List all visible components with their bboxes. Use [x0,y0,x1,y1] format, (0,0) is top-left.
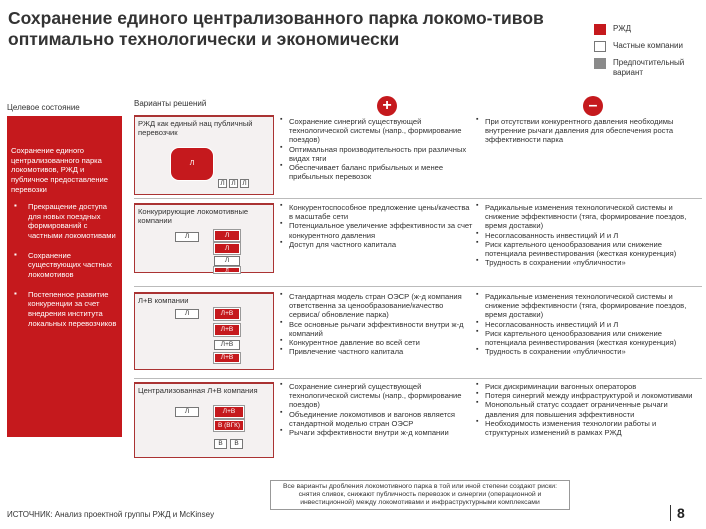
mini-lv-red: Л+В [214,406,244,418]
mini-loco-red: Л [214,230,240,241]
variant-1-cons [475,117,701,145]
mini-loco-white: Л [175,309,199,319]
row-divider [134,286,702,287]
mini-wagon-white: В [230,439,243,449]
con-item: ▪ При отсутствии конкурентного давления необходимы внутренние рычаги давления для обеспечения роста эффективности парка [475,117,701,145]
con-item: ▪ Необходимость изменения технологии работы и структурных изменений в рамках РЖД [475,419,701,437]
mini-loco-red: Л [214,243,240,254]
pro-item: ▪ Обеспечивает баланс прибыльных и менее прибыльных перевозок [279,163,474,181]
variant-competing-loco-companies [134,203,274,273]
pro-item: ▪ Конкурентное давление во всей сети [279,338,474,347]
legend [594,22,704,86]
con-item: ▪ Потеря синергий между инфраструктурой и локомотивами [475,391,701,400]
pro-item: ▪ Стандартная модель стран ОЭСР (ж-д компания ответственна за ценообразование/качество сервиса/ обновление парка) [279,292,474,320]
minus-icon: – [583,96,603,116]
con-item: ▪ Трудность в сохранении «публичности» [475,347,701,356]
target-state-header: Целевое состояние [7,103,80,112]
target-state-bullet: ▪ Прекращение доступа для новых поездных формирований с частными локомотивами [11,202,118,241]
variants-header: Варианты решений [134,99,207,108]
con-item: ▪ Монопольный статус создает ограниченные рычаги давления для повышения эффективности [475,400,701,418]
mini-lv-red: Л+В [214,324,240,336]
mini-loco-white: Л [229,179,238,188]
page-title: Сохранение единого централизованного парка локомо-тивов оптимально технологически и экономически [8,8,544,49]
pro-item: ▪ Рычаги эффективности внутри ж-д компании [279,428,474,437]
mini-wagon-red: В (ВГК) [214,420,244,431]
legend-label: РЖД [613,24,632,33]
mini-loco-red: Л [214,267,240,273]
target-state-list [11,202,118,328]
variant-label: Л+В компании [138,296,189,305]
row-divider [134,378,702,379]
con-item: ▪ Риск картельного ценообразования или снижение потенциала реинвестирования (жесткая конкуренция) [475,240,701,258]
mini-lv-red: Л+В [214,308,240,320]
target-state-bullet: ▪ Постепенное развитие конкуренции за счет внедрения института локальных перевозчиков [11,290,118,329]
variant-lv-companies [134,292,274,370]
variant-3-pros [279,292,474,356]
con-item: ▪ Несогласованность инвестиций И и Л [475,231,701,240]
legend-item-preferred [594,56,704,86]
variant-4-cons [475,382,701,437]
row-divider [134,198,702,199]
con-item: ▪ Радикальные изменения технологической системы и снижение эффективности (тяга, формирование поездов, время доставки) [475,292,701,320]
mini-loco-white: Л [240,179,249,188]
pro-item: ▪ Оптимальная производительность при различных видах тяги [279,145,474,163]
con-item: ▪ Риск картельного ценообразования или снижение потенциала реинвестирования (жесткая конкуренция) [475,329,701,347]
legend-label: Частные компании [613,41,683,50]
variant-2-pros [279,203,474,249]
variant-centralized-lv-company [134,382,274,458]
pro-item: ▪ Конкурентоспособное предложение цены/качества в масштабе сети [279,203,474,221]
variant-3-cons [475,292,701,356]
footnote-box: Все варианты дробления локомотивного парка в той или иной степени создают риски: снятия сливок, снижают публичность перевозок и синергии (операционной и инвестиционной) между локомотивами и инфраструктурными комплексами [270,480,570,510]
mini-lv-red: Л+В [214,353,240,363]
legend-swatch-private [594,41,606,52]
pro-item: ▪ Все основные рычаги эффективности внутри ж-д компаний [279,320,474,338]
legend-swatch-rzd [594,24,606,35]
mini-loco-white: Л [175,407,199,417]
target-state-bullet: ▪ Сохранение существующих частных локомотивов [11,251,118,280]
variant-label: РЖД как единый нац публичный перевозчик [138,119,253,138]
variant-rzd-single-carrier [134,115,274,195]
pro-item: ▪ Доступ для частного капитала [279,240,474,249]
pro-item: ▪ Потенциальное увеличение эффективности за счет конкурентного давления [279,221,474,239]
con-item: ▪ Риск дискриминации вагонных операторов [475,382,701,391]
rzd-pool-block: Л [170,147,214,181]
plus-icon: + [377,96,397,116]
variant-1-pros [279,117,474,181]
pro-item: ▪ Сохранение синергий существующей технологической системы (напр., формирование поездов) [279,382,474,410]
page-number: 8 [677,505,685,521]
variant-4-pros [279,382,474,437]
pro-item: ▪ Привлечение частного капитала [279,347,474,356]
mini-wagon-white: В [214,439,227,449]
target-state-box [7,116,122,437]
mini-lv-white: Л+В [214,340,240,350]
mini-loco-white: Л [218,179,227,188]
con-item: ▪ Несогласованность инвестиций И и Л [475,320,701,329]
source-note: ИСТОЧНИК: Анализ проектной группы РЖД и McKinsey [7,510,215,519]
legend-item-private [594,39,704,56]
con-item: ▪ Радикальные изменения технологической системы и снижение эффективности (тяга, формирование поездов, время доставки) [475,203,701,231]
legend-item-rzd [594,22,704,39]
target-state-intro: Сохранение единого централизованного парка локомотивов, РЖД и публичное предоставление перевозки [11,146,109,194]
mini-loco-white: Л [175,232,199,242]
variant-label: Конкурирующие локомотивные компании [138,207,249,226]
con-item: ▪ Трудность в сохранении «публичности» [475,258,701,267]
legend-label: Предпочтительный вариант [613,58,685,77]
legend-swatch-preferred [594,58,606,69]
variant-2-cons [475,203,701,267]
variant-label: Централизованная Л+В компания [138,386,258,395]
page-divider [670,505,671,521]
mini-loco-white: Л [214,256,240,266]
pro-item: ▪ Объединение локомотивов и вагонов является стандартной моделью стран ОЭСР [279,410,474,428]
pro-item: ▪ Сохранение синергий существующей технологической системы (напр., формирование поездов) [279,117,474,145]
